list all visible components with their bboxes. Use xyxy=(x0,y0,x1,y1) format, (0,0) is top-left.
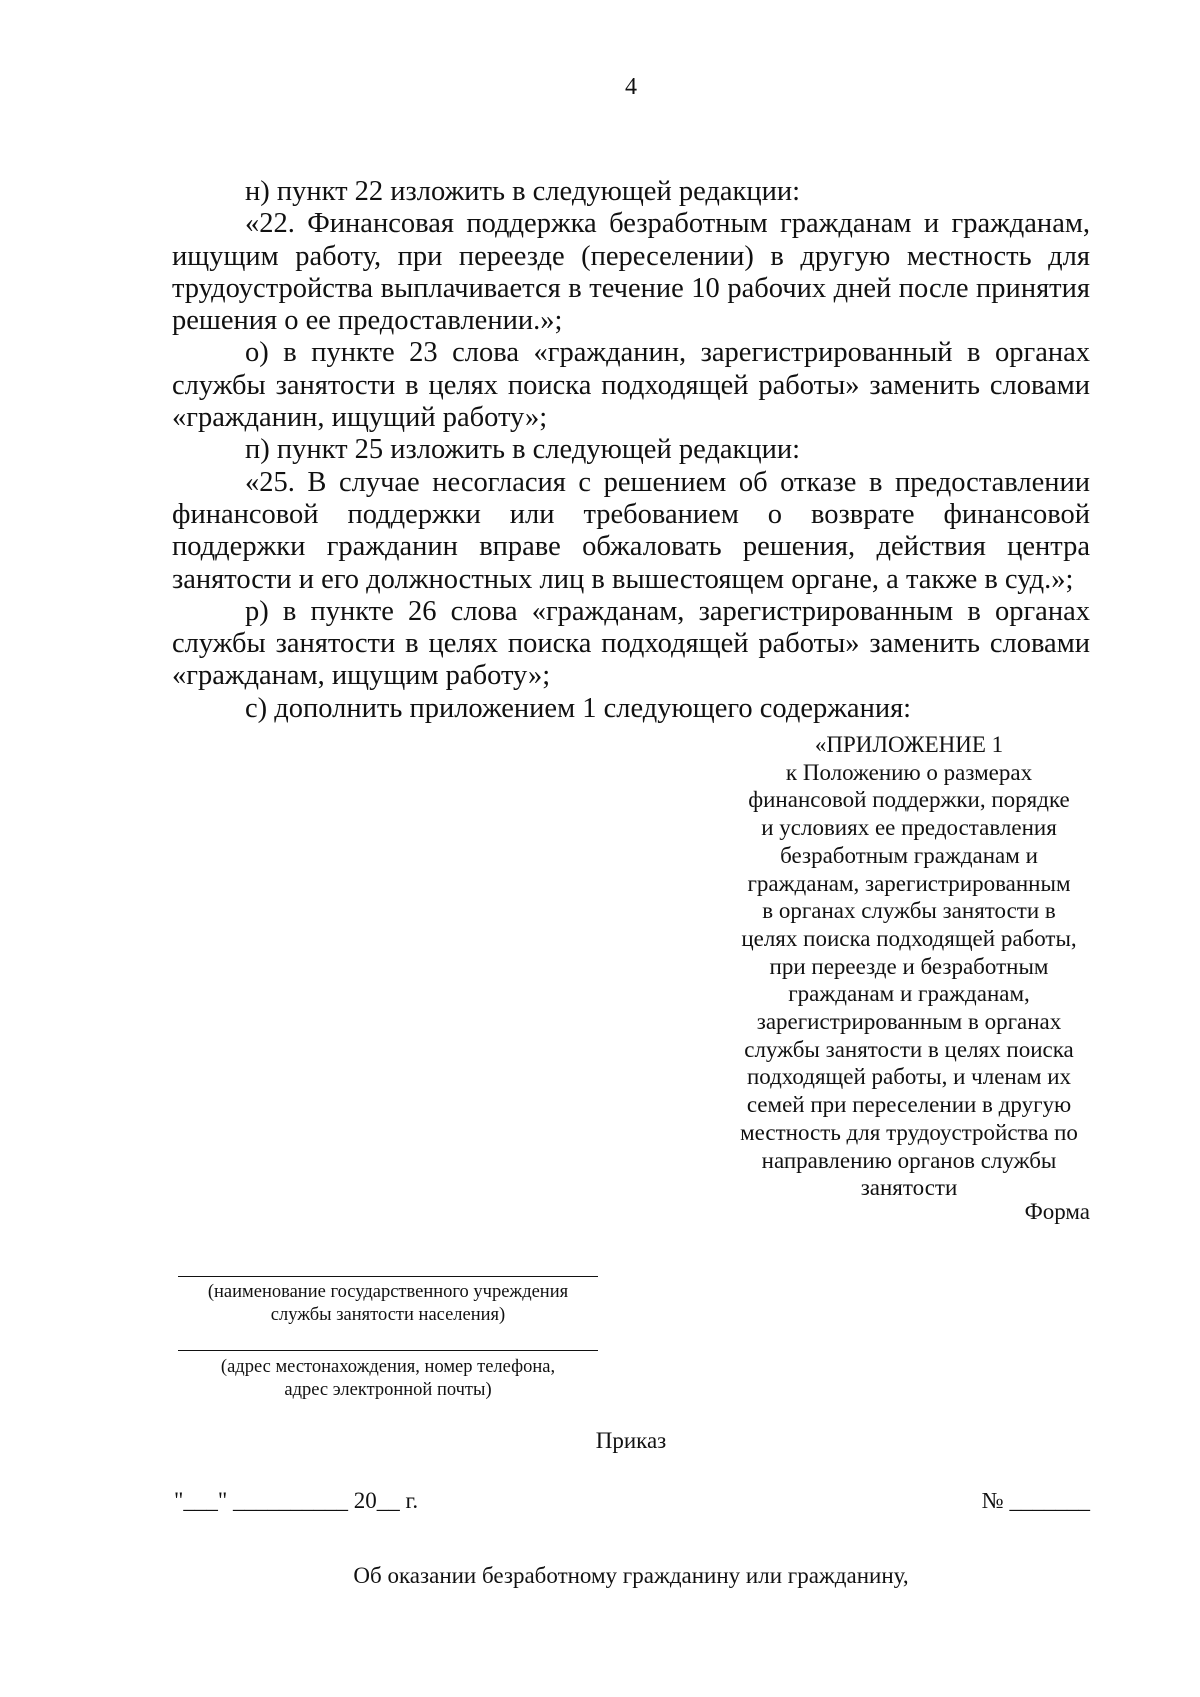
order-title: Приказ xyxy=(595,1428,667,1453)
annex-line: направлению органов службы xyxy=(761,1147,1057,1173)
paragraph-p: п) пункт 25 изложить в следующей редакции: xyxy=(245,434,801,466)
annex-line: финансовой поддержки, порядке xyxy=(748,787,1070,813)
annex-line: гражданам и гражданам, xyxy=(788,981,1030,1007)
annex-line: «ПРИЛОЖЕНИЕ 1 xyxy=(814,732,1004,757)
paragraph-22-text: «22. Финансовая поддержка безработным гражданам и гражданам, ищущим работу, при переезде (переселении) в другую местность для трудоустройства выплачивается в течение 10 рабочих дней после принятия решения о ее предоставлении.»; xyxy=(172,208,1090,337)
paragraph-o: о) в пункте 23 слова «гражданин, зарегистрированный в органах службы занятости в целях поиска подходящей работы» заменить словами «гражданин, ищущий работу»; xyxy=(172,337,1090,434)
annex-line: гражданам, зарегистрированным xyxy=(747,870,1071,896)
annex-line: зарегистрированным в органах xyxy=(756,1009,1062,1035)
paragraph-n: н) пункт 22 изложить в следующей редакции: xyxy=(245,176,801,207)
page-number: 4 xyxy=(625,74,637,100)
address-caption-line: (адрес местонахождения, номер телефона, xyxy=(220,1357,556,1377)
institution-caption-line: службы занятости населения) xyxy=(270,1305,506,1325)
annex-line: занятости xyxy=(860,1175,958,1201)
annex-line: службы занятости в целях поиска xyxy=(744,1036,1074,1062)
institution-caption-line: (наименование государственного учреждения xyxy=(207,1282,569,1302)
annex-line: в органах службы занятости в xyxy=(762,898,1056,924)
annex-line: местность для трудоустройства по xyxy=(740,1119,1078,1145)
annex-line: к Положению о размерах xyxy=(785,759,1033,785)
annex-line: семей при переселении в другую xyxy=(746,1092,1072,1118)
annex-line: и условиях ее предоставления xyxy=(761,815,1057,841)
paragraph-r: р) в пункте 26 слова «гражданам, зарегистрированным в органах службы занятости в целях поиска подходящей работы» заменить словами «гражданам, ищущим работу»; xyxy=(172,595,1090,692)
paragraph-25-text: «25. В случае несогласия с решением об отказе в предоставлении финансовой поддержки или требованием о возврате финансовой поддержки гражданин вправе обжаловать решения, действия центра занятости и его должностных лиц в вышестоящем органе, а также в суд.»; xyxy=(172,466,1090,595)
form-label: Форма xyxy=(1024,1199,1090,1224)
annex-line: при переезде и безработным xyxy=(769,953,1049,979)
address-line xyxy=(178,1350,598,1351)
institution-caption xyxy=(178,1281,598,1327)
paragraph-s: с) дополнить приложением 1 следующего содержания: xyxy=(245,692,912,724)
amendment-text xyxy=(172,176,1090,725)
annex-line: целях поиска подходящей работы, xyxy=(741,925,1077,951)
annex-header xyxy=(716,731,1102,1202)
order-subject: Об оказании безработному гражданину или гражданину, xyxy=(353,1563,909,1588)
order-date-field: "___" __________ 20__ г. xyxy=(174,1488,419,1513)
address-caption-line: адрес электронной почты) xyxy=(284,1380,492,1400)
annex-line: безработным гражданам и xyxy=(780,842,1038,868)
address-caption xyxy=(178,1356,598,1402)
annex-line: подходящей работы, и членам их xyxy=(746,1064,1072,1090)
institution-name-line xyxy=(178,1276,598,1277)
order-number-field: № _______ xyxy=(981,1488,1090,1513)
